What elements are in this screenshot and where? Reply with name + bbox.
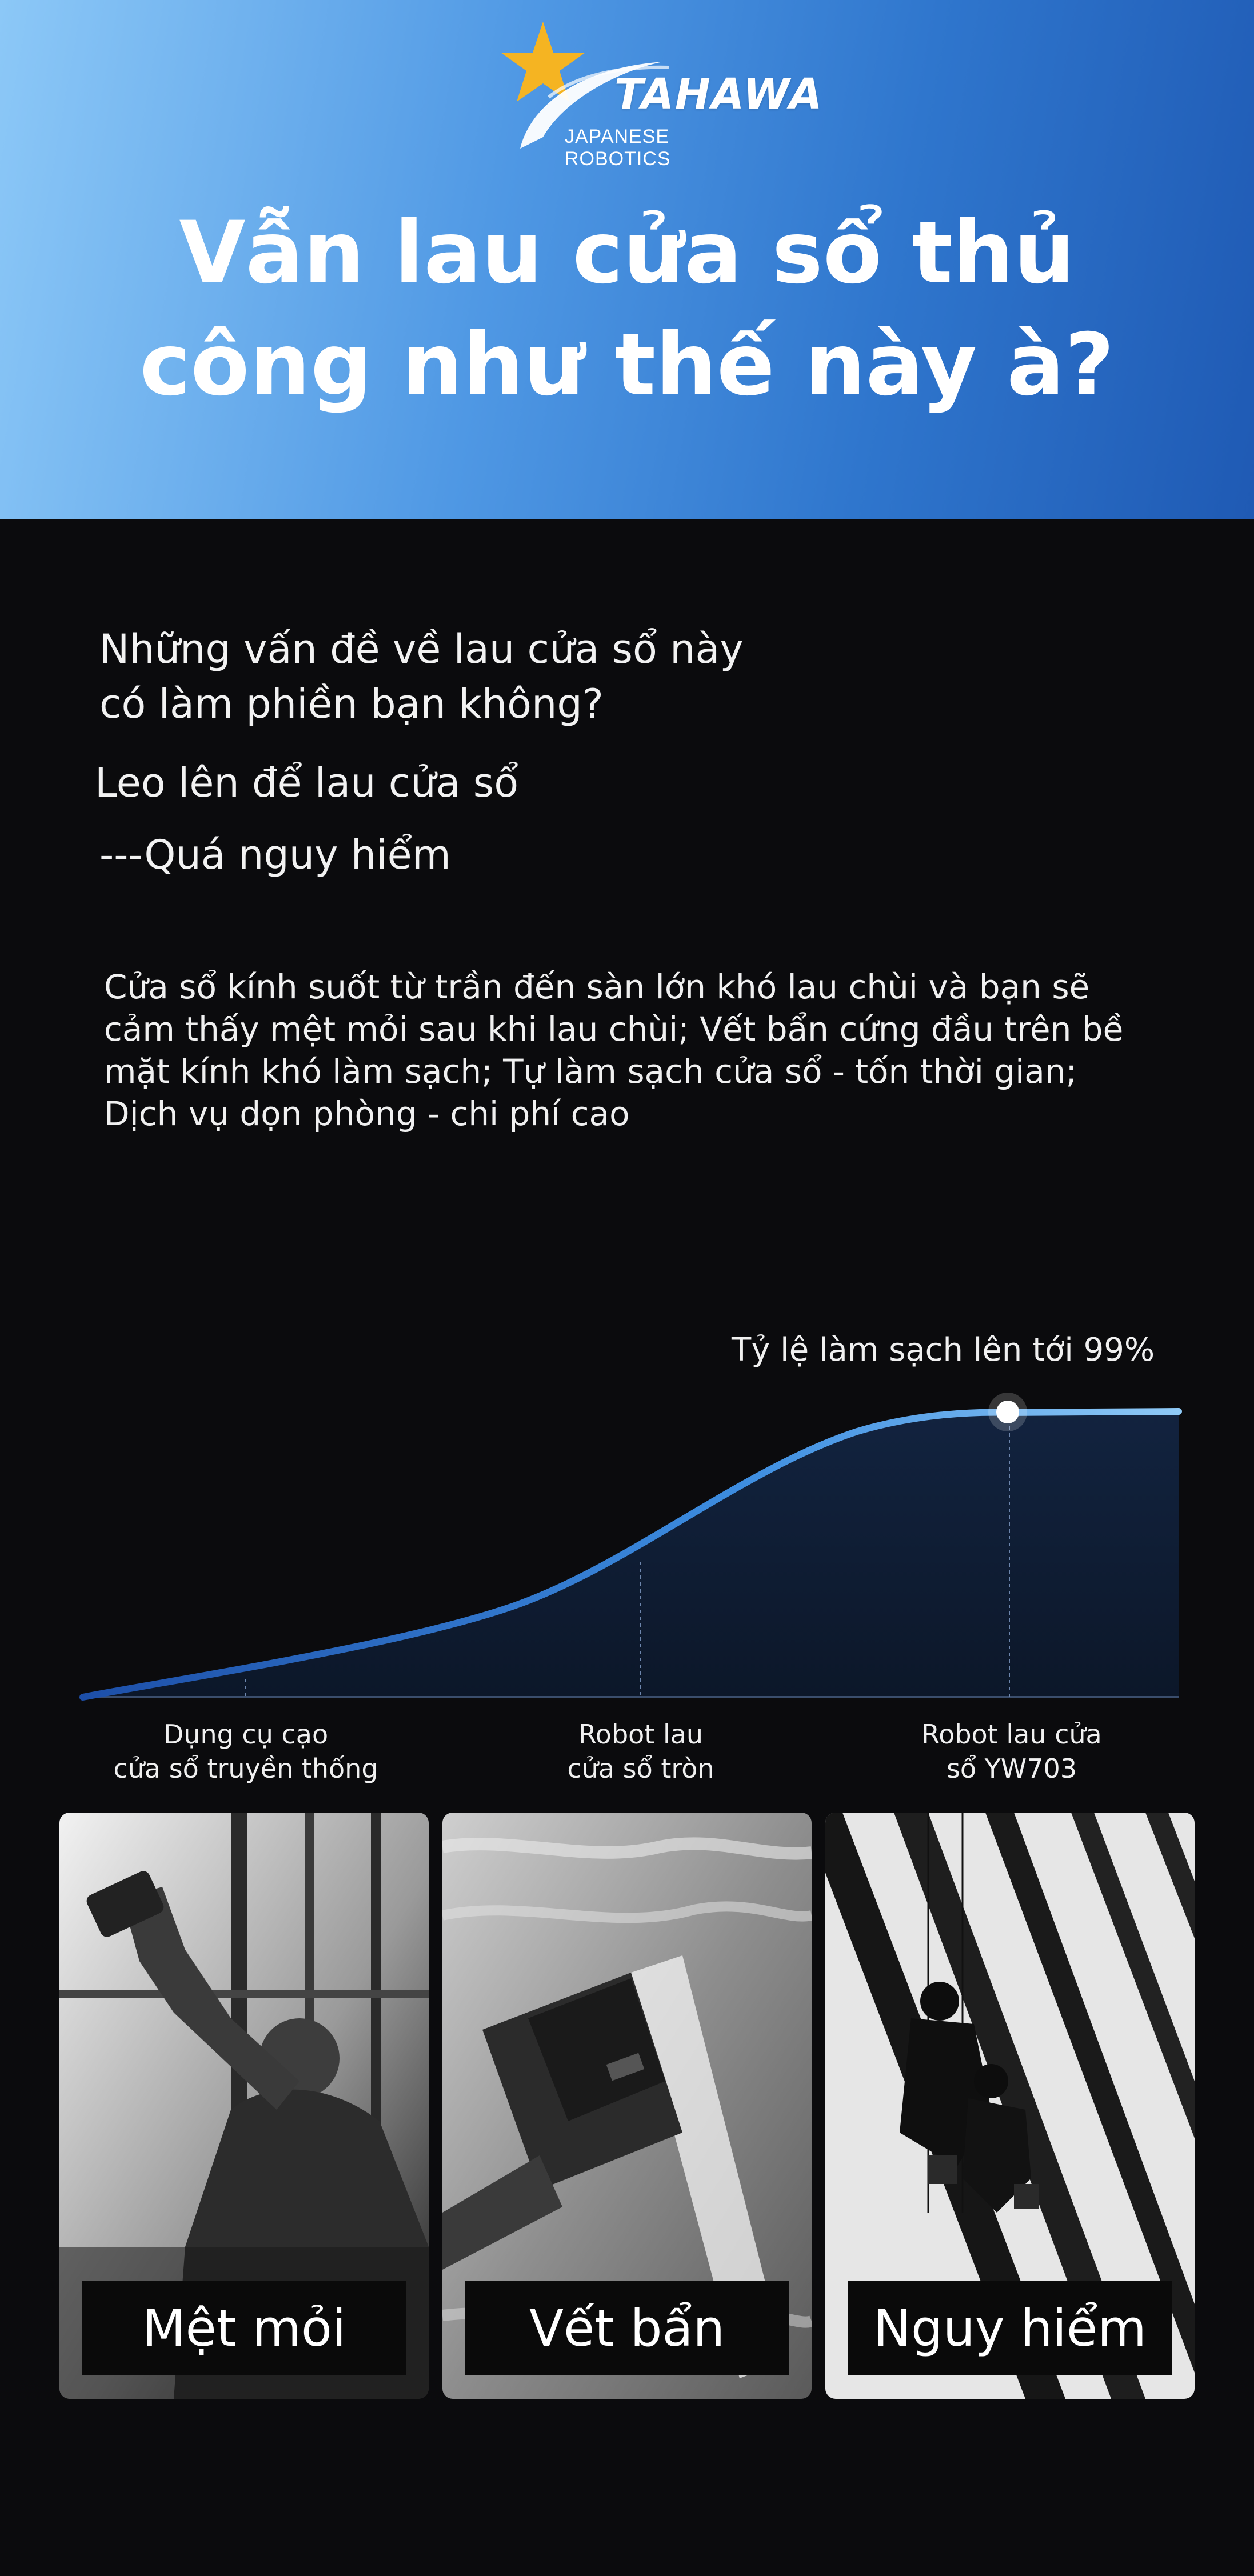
peak-annotation: Tỷ lệ làm sạch lên tới 99% [732,1331,1155,1369]
chart-area-fill [83,1413,1179,1697]
x-tick-label-1: Dụng cụ cạo cửa sổ truyền thống [113,1719,378,1784]
card-tired [59,1813,429,2399]
problem-description [104,966,1167,1135]
description-line-1: Cửa sổ kính suốt từ trần đến sàn lớn khó lau chùi và bạn sẽ [104,967,1090,1006]
x-tick-label-2: Robot lau cửa sổ tròn [567,1719,714,1784]
danger-statement: ---Quá nguy hiểm [99,831,451,878]
title-line-1: Vẫn lau cửa sổ thủ [179,203,1075,303]
description-line-2: cảm thấy mệt mỏi sau khi lau chùi; Vết bẩn cứng đầu trên bề [104,1010,1124,1049]
card-dirt [442,1813,812,2399]
header-banner [0,0,1254,519]
description-line-3: mặt kính khó làm sạch; Tự làm sạch cửa sổ - tốn thời gian; [104,1052,1077,1091]
brand-name: TAHAWA [614,70,824,119]
peak-point [996,1401,1019,1423]
card-label-tired: Mệt mỏi [82,2281,406,2375]
card-danger [825,1813,1195,2399]
question-line-1: Những vấn đề về lau cửa sổ này [99,626,744,673]
chart-svg [0,1229,1254,1800]
problem-question [99,622,957,731]
description-line-4: Dịch vụ dọn phòng - chi phí cao [104,1094,630,1133]
page-title [0,197,1254,421]
question-line-2: có làm phiền bạn không? [99,681,604,727]
card-label-dirt: Vết bẩn [465,2281,789,2375]
tahawa-logo [480,17,824,170]
cleaning-rate-chart [0,1229,1254,1800]
x-tick-label-3: Robot lau cửa sổ YW703 [921,1719,1102,1784]
title-line-2: công như thế này à? [139,315,1115,415]
card-label-danger: Nguy hiểm [848,2281,1172,2375]
brand-tagline: JAPANESE ROBOTICS [565,126,671,170]
climb-statement: Leo lên để lau cửa sổ [95,759,519,806]
